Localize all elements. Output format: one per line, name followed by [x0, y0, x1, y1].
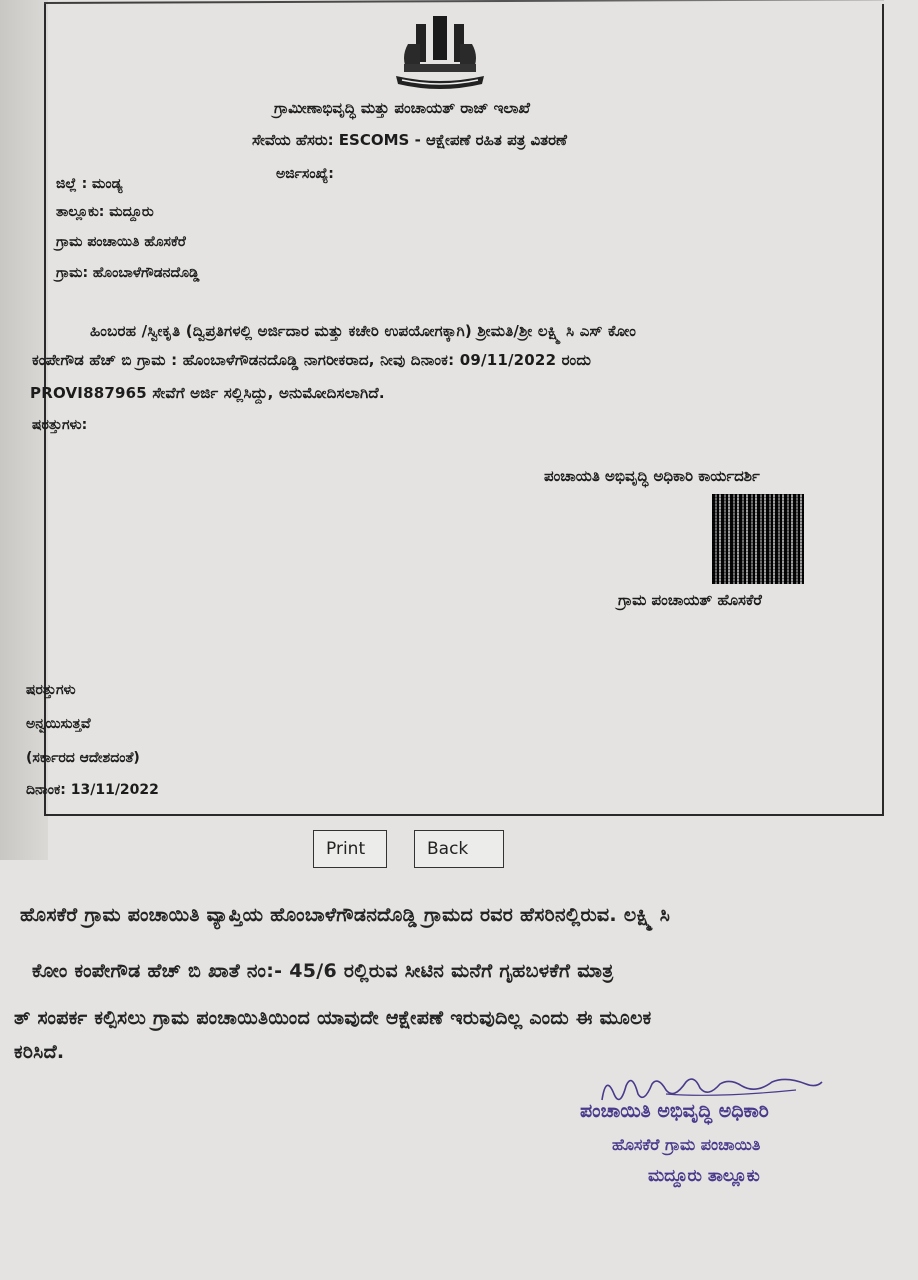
service-name: ಸೇವೆಯ ಹೆಸರು: ESCOMS - ಆಕ್ಷೇಪಣೆ ರಹಿತ ಪತ್ರ ವಿತರಣೆ [252, 131, 567, 149]
certificate-frame [44, 4, 884, 816]
stamp-line-3: ಮದ್ದೂರು ತಾಲ್ಲೂಕು [648, 1166, 760, 1186]
application-number-label: ಅರ್ಜಿಸಂಖ್ಯೆ: [276, 166, 334, 182]
note-line-1: ಹೊಸಕೆರೆ ಗ್ರಾಮ ಪಂಚಾಯಿತಿ ವ್ಯಾಪ್ತಿಯ ಹೊಂಬಾಳೆಗೌಡನದೊಡ್ಡಿ ಗ್ರಾಮದ ರವರ ಹೆಸರಿನಲ್ಲಿರುವ. ಲಕ್ಷ್ಮಿ ಸಿ [20, 904, 671, 926]
department-title: ಗ್ರಾಮೀಣಾಭಿವೃದ್ಧಿ ಮತ್ತು ಪಂಚಾಯತ್ ರಾಜ್ ಇಲಾಖೆ [274, 99, 530, 117]
body-line-3: PROVI887965 ಸೇವೆಗೆ ಅರ್ಜಿ ಸಲ್ಲಿಸಿದ್ದು, ಅನುಮೋದಿಸಲಾಗಿದೆ. [30, 384, 385, 402]
footer-applicable: ಅನ್ವಯಿಸುತ್ತವೆ [26, 716, 91, 732]
officer-office: ಗ್ರಾಮ ಪಂಚಾಯತ್ ಹೊಸಕೆರೆ [618, 591, 762, 609]
note-line-4: ಕರಿಸಿದೆ. [14, 1041, 65, 1063]
note-line-2: ಕೋಂ ಕಂಪೇಗೌಡ ಹೆಚ್ ಬಿ ಖಾತೆ ನಂ:- 45/6 ರಲ್ಲಿರುವ ಸೀಟಿನ ಮನೆಗೆ ಗೃಹಬಳಕೆಗೆ ಮಾತ್ರ [32, 960, 614, 982]
footer-govt-order: (ಸರ್ಕಾರದ ಆದೇಶದಂತೆ) [26, 750, 140, 766]
body-line-1: ಹಿಂಬರಹ /ಸ್ವೀಕೃತಿ (ದ್ವಿಪ್ರತಿಗಳಲ್ಲಿ ಅರ್ಜಿದಾರ ಮತ್ತು ಕಚೇರಿ ಉಪಯೋಗಕ್ಕಾಗಿ) ಶ್ರೀಮತಿ/ಶ್ರೀ ಲಕ್ಷ್ಮಿ ಸಿ ಎಸ್ ಕೋಂ [90, 322, 637, 340]
note-line-3: ತ್ ಸಂಪರ್ಕ ಕಲ್ಪಿಸಲು ಗ್ರಾಮ ಪಂಚಾಯಿತಿಯಿಂದ ಯಾವುದೇ ಆಕ್ಷೇಪಣೆ ಇರುವುದಿಲ್ಲ ಎಂದು ಈ ಮೂಲಕ [14, 1007, 652, 1029]
stamp-line-2: ಹೊಸಕೆರೆ ಗ್ರಾಮ ಪಂಚಾಯಿತಿ [612, 1135, 761, 1154]
qr-code [712, 494, 804, 584]
panchayat-label: ಗ್ರಾಮ ಪಂಚಾಯಿತಿ ಹೊಸಕೆರೆ [56, 234, 186, 250]
taluk-label: ತಾಲ್ಲೂಕು: ಮದ್ದೂರು [56, 204, 154, 220]
body-line-2: ಕಂಪೇಗೌಡ ಹೆಚ್ ಬಿ ಗ್ರಾಮ : ಹೊಂಬಾಳೆಗೌಡನದೊಡ್ಡಿ ನಾಗರೀಕರಾದ, ನೀವು ದಿನಾಂಕ: 09/11/2022 ರಂದು [32, 351, 592, 369]
back-button[interactable]: Back [414, 830, 504, 868]
village-label: ಗ್ರಾಮ: ಹೊಂಬಾಳೆಗೌಡನದೊಡ್ಡಿ [56, 265, 200, 281]
district-label: ಜಿಲ್ಲೆ : ಮಂಡ್ಯ [56, 176, 123, 192]
government-emblem-icon [386, 14, 494, 96]
conditions-label: ಷರತ್ತುಗಳು: [32, 417, 88, 433]
footer-date: ದಿನಾಂಕ: 13/11/2022 [26, 782, 159, 798]
print-button[interactable]: Print [313, 830, 387, 868]
footer-conditions: ಷರತ್ತುಗಳು [26, 682, 76, 698]
officer-title: ಪಂಚಾಯತಿ ಅಭಿವೃದ್ಧಿ ಅಧಿಕಾರಿ ಕಾರ್ಯದರ್ಶಿ [544, 467, 760, 485]
stamp-line-1: ಪಂಚಾಯಿತಿ ಅಭಿವೃದ್ಧಿ ಅಧಿಕಾರಿ [580, 1100, 769, 1122]
